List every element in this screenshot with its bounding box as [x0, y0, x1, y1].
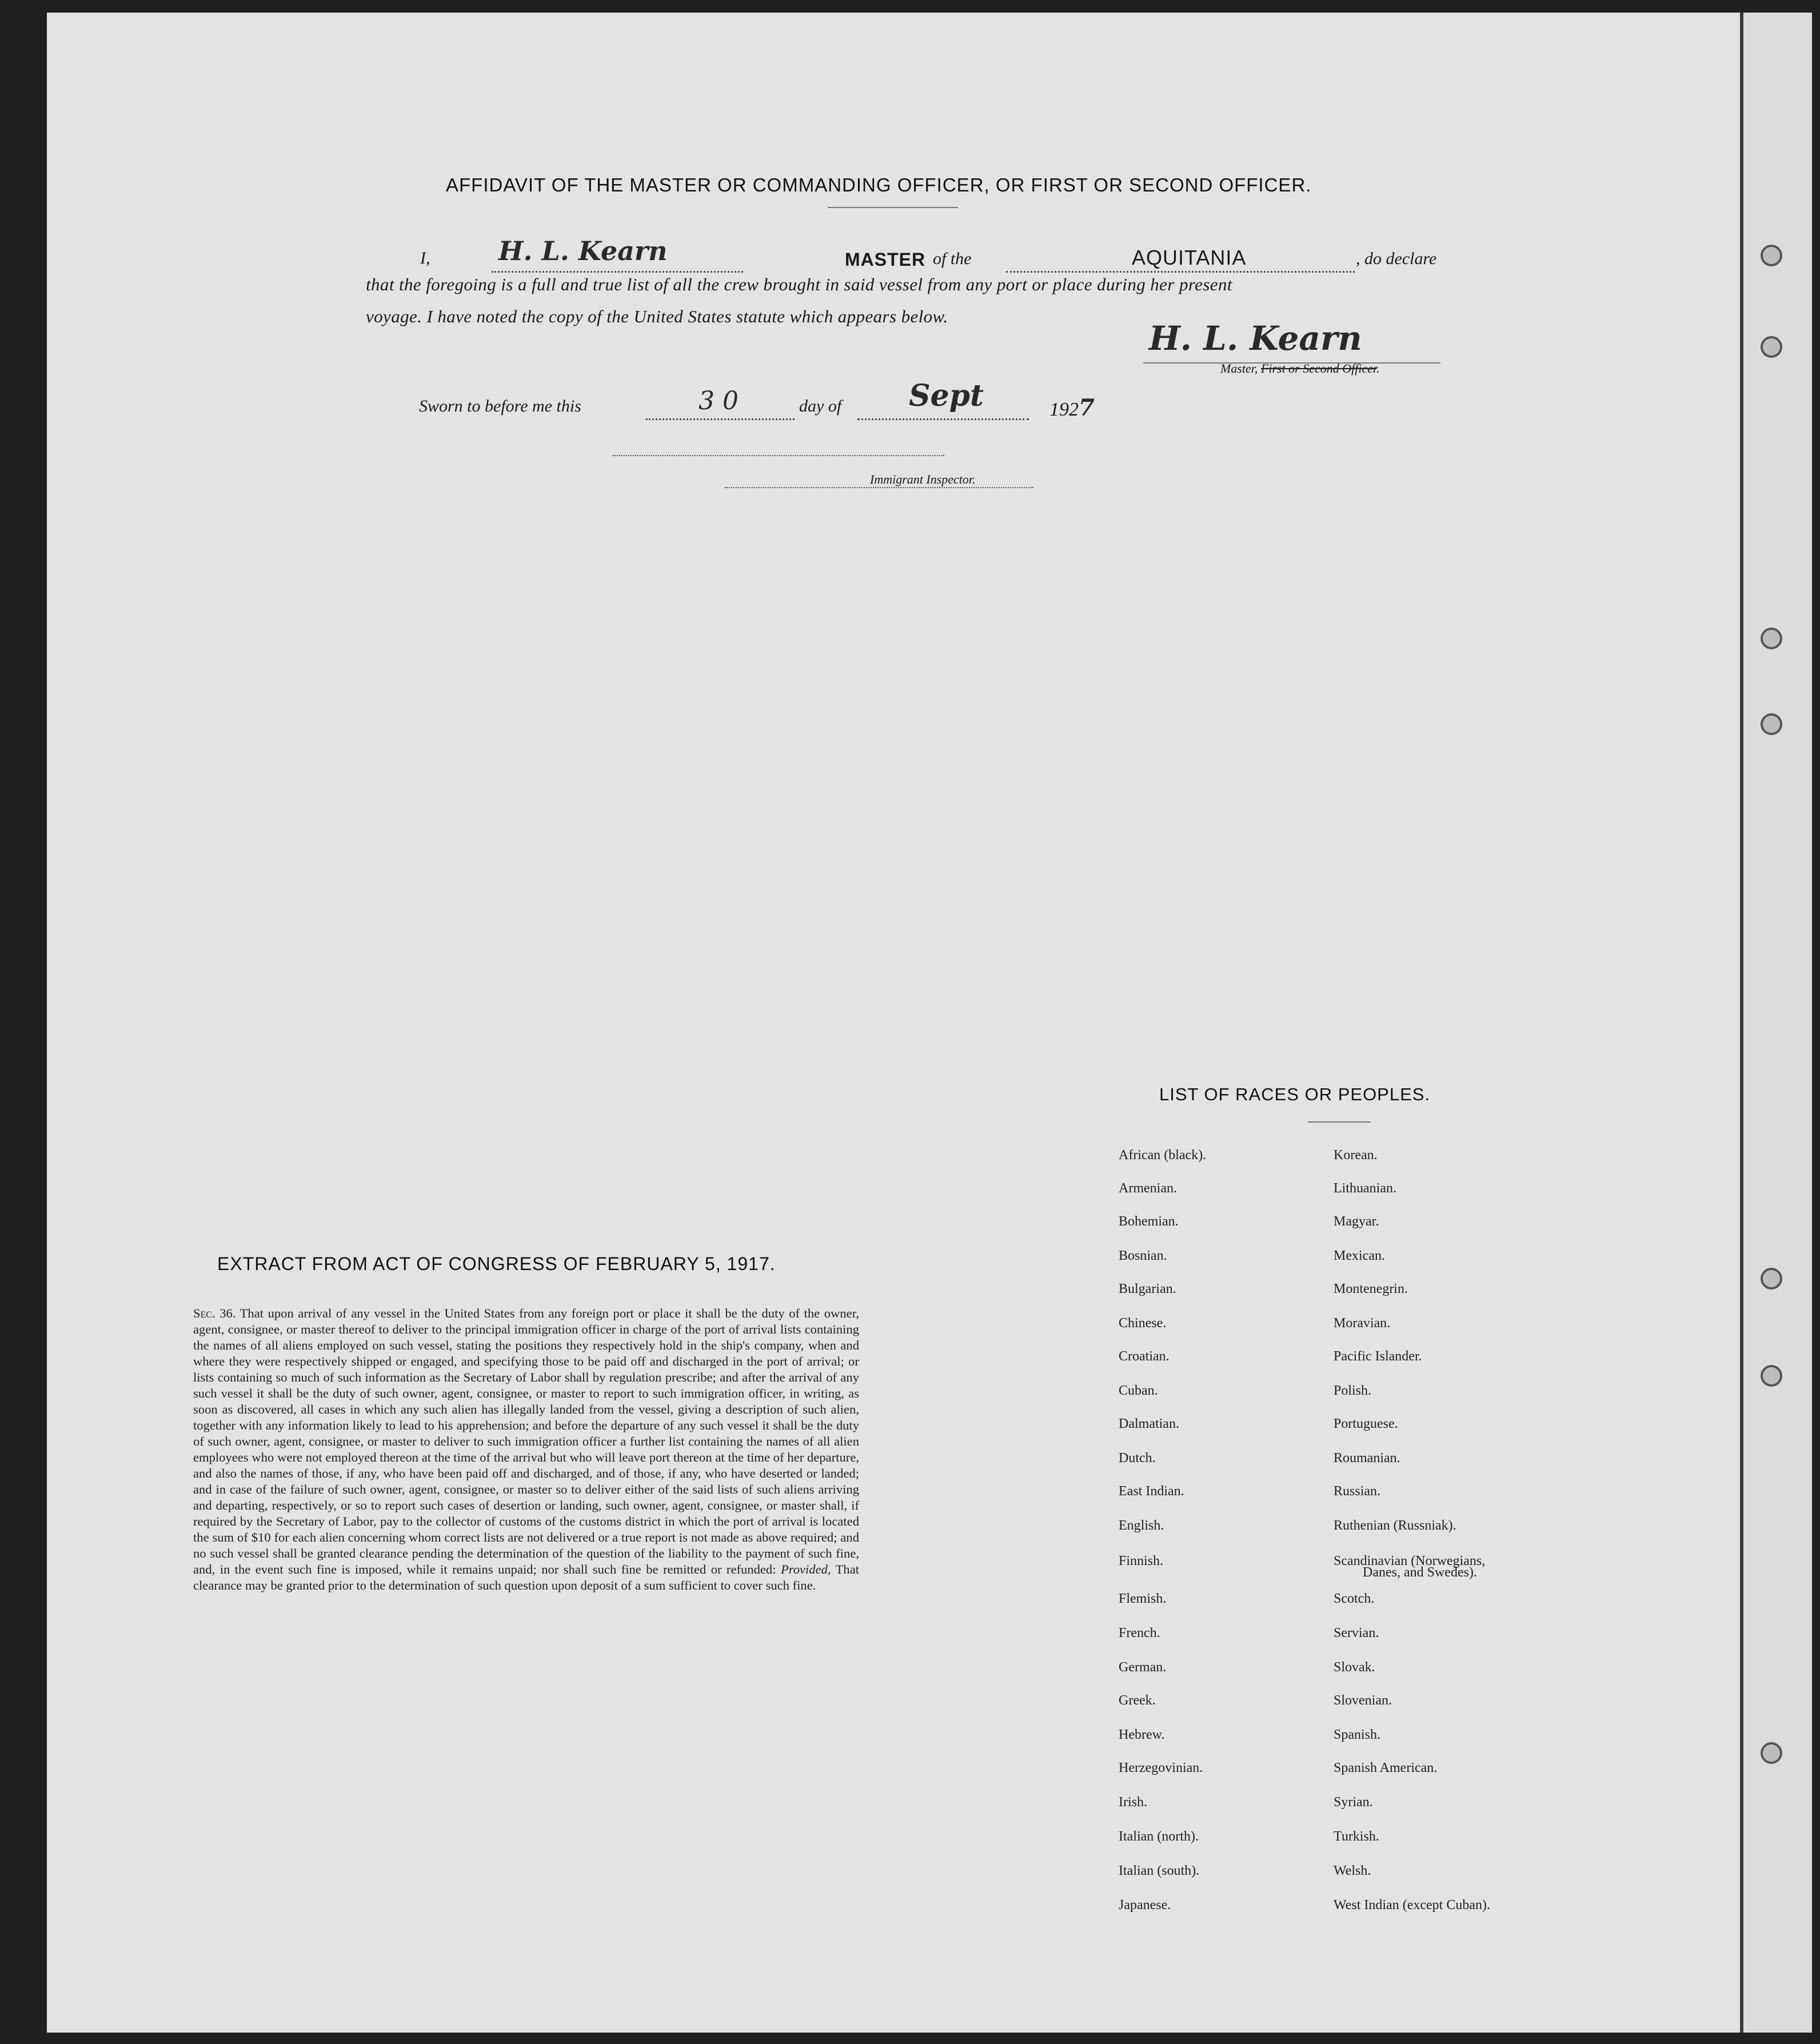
race-item: Spanish American. [1334, 1760, 1438, 1775]
race-item: Dalmatian. [1119, 1416, 1179, 1431]
sworn-year-prefix: 192 [1049, 399, 1079, 420]
race-item: Roumanian. [1334, 1451, 1400, 1466]
inspector-line-lower [725, 487, 1033, 488]
punch-hole [1761, 713, 1782, 735]
race-item: Portuguese. [1334, 1416, 1398, 1431]
punch-hole [1761, 1365, 1782, 1387]
race-item: Mexican. [1334, 1248, 1385, 1263]
affidavit-title: AFFIDAVIT OF THE MASTER OR COMMANDING OFFICER, OR FIRST OR SECOND OFFICER. [446, 174, 1312, 195]
vessel-name-line [1006, 271, 1355, 273]
binding-margin [1740, 13, 1812, 2033]
day-of-label: day of [799, 397, 842, 416]
officer-signature: H. L. Kearn [1149, 319, 1362, 358]
sworn-month-line [857, 418, 1029, 420]
master-signature: H. L. Kearn [498, 235, 668, 266]
race-item: Magyar. [1334, 1214, 1379, 1229]
extract-title: EXTRACT FROM ACT OF CONGRESS OF FEBRUARY 5, 1917. [217, 1253, 776, 1274]
race-item: Herzegovinian. [1119, 1760, 1203, 1775]
race-item: Polish. [1334, 1383, 1372, 1398]
race-item: German. [1119, 1660, 1167, 1675]
race-item: Hebrew. [1119, 1727, 1165, 1742]
sworn-day-line [646, 418, 795, 420]
affidavit-title-rule [828, 207, 958, 208]
race-item: Lithuanian. [1334, 1181, 1396, 1196]
race-item: Russian. [1334, 1484, 1381, 1499]
race-item: Syrian. [1334, 1795, 1373, 1810]
race-item: Bulgarian. [1119, 1282, 1176, 1296]
race-item: Slovenian. [1334, 1693, 1392, 1708]
master-label: MASTER [845, 249, 926, 270]
race-item: Slovak. [1334, 1660, 1375, 1675]
race-item: Welsh. [1334, 1863, 1371, 1878]
section-label: Sec. 36. [193, 1306, 236, 1320]
race-item: Ruthenian (Russniak). [1334, 1518, 1456, 1533]
race-item: Pacific Islander. [1334, 1349, 1422, 1364]
races-title: LIST OF RACES OR PEOPLES. [1159, 1084, 1431, 1104]
race-item: Greek. [1119, 1693, 1156, 1708]
race-item: Italian (north). [1119, 1829, 1199, 1844]
race-item: Turkish. [1334, 1829, 1379, 1844]
statute-text [193, 1306, 859, 1594]
declaration-line-1: that the foregoing is a full and true list of all the crew brought in said vessel from any port or place during her present [366, 274, 1232, 294]
race-item: Bohemian. [1119, 1214, 1179, 1229]
punch-hole [1761, 628, 1782, 649]
punch-hole [1761, 1268, 1782, 1290]
master-name-line [492, 271, 743, 273]
punch-hole [1761, 245, 1782, 266]
punch-hole [1761, 1742, 1782, 1764]
punch-hole [1761, 336, 1782, 358]
statute-body: That upon arrival of any vessel in the United States from any foreign port or place it shall be the duty of the owner, agent, consignee, or master thereof to deliver to the principal immigration officer in charge of the port of arrival lists containing the names of all aliens employed on such vessel, stating the positions they respectively hold in the ship's company, when and where they were respectively shipped or engaged, and specifying those to be paid off and discharged in the port of arrival; or lists containing so much of such information as the Secretary of Labor shall by regulation prescribe; and after the arrival of any such vessel it shall be the duty of such owner, agent, consignee, or master to report to such immigration officer, in writing, as soon as discovered, all cases in which any such alien has illegally landed from the vessel, giving a description of such alien, together with any information likely to lead to his apprehension; and before the departure of any such vessel it shall be the duty of such owner, agent, consignee, or master to deliver to such immigration officer a further list containing the names of all alien employees who were not employed thereon at the time of the arrival but who will leave port thereon at the time of her departure, and also the names of those, if any, who have been paid off and discharged, and of those, if any, who have deserted or landed; and in case of the failure of such owner, agent, consignee, or master so to deliver either of the said lists of such aliens arriving and departing, respectively, or so to report such cases of desertion or landing, such owner, agent, consignee, or master shall, if required by the Secretary of Labor, pay to the collector of customs of the customs district in which the port of arrival is located the sum of $10 for each alien concerning whom correct lists are not delivered or a true report is not made as above required; and no such vessel shall be granted clearance pending the determination of the question of the liability to the payment of such fine, and, in the event such fine is imposed, while it remains unpaid; nor shall such fine be remitted or refunded: [193, 1306, 859, 1576]
provided-label: Provided, [780, 1562, 831, 1576]
race-item: Armenian. [1119, 1181, 1177, 1196]
declarant-prefix: I, [420, 249, 430, 268]
sworn-year [1049, 394, 1095, 421]
race-item: Scandinavian (Norwegians, [1334, 1554, 1486, 1568]
sworn-month: Sept [909, 378, 984, 413]
race-item: English. [1119, 1518, 1164, 1533]
race-item: Finnish. [1119, 1554, 1164, 1568]
race-item: East Indian. [1119, 1484, 1184, 1499]
sworn-day: 30 [699, 386, 747, 416]
race-item: West Indian (except Cuban). [1334, 1898, 1490, 1913]
race-item: Dutch. [1119, 1451, 1156, 1466]
sworn-year-digit: 7 [1079, 394, 1095, 421]
statute-proviso: That clearance may be granted prior to the determination of such question upon deposit of a sum sufficient to cover such fine. [193, 1562, 859, 1592]
inspector-line-upper [613, 455, 944, 456]
race-item: Japanese. [1119, 1898, 1171, 1913]
race-item: Cuban. [1119, 1383, 1158, 1398]
race-item: French. [1119, 1626, 1160, 1640]
race-item: Italian (south). [1119, 1863, 1200, 1878]
race-item: Bosnian. [1119, 1248, 1167, 1263]
race-item: Croatian. [1119, 1349, 1170, 1364]
race-item: Montenegrin. [1334, 1282, 1408, 1296]
do-declare-label: , do declare [1356, 249, 1437, 268]
race-item-continuation: Danes, and Swedes). [1363, 1565, 1477, 1580]
caption-tail: . [1376, 361, 1380, 376]
race-item: Flemish. [1119, 1591, 1167, 1606]
race-item: Spanish. [1334, 1727, 1381, 1742]
race-item: Irish. [1119, 1795, 1147, 1810]
race-item: Moravian. [1334, 1316, 1391, 1331]
race-item: Chinese. [1119, 1316, 1167, 1331]
signature-caption [1220, 361, 1380, 376]
of-the-label: of the [933, 249, 972, 268]
declaration-line-2: voyage. I have noted the copy of the United States statute which appears below. [366, 306, 948, 326]
races-title-rule [1308, 1121, 1371, 1123]
caption-struck: First or Second Officer [1260, 361, 1377, 376]
inspector-caption: Immigrant Inspector. [870, 472, 976, 486]
race-item: African (black). [1119, 1148, 1207, 1163]
sworn-label: Sworn to before me this [419, 397, 581, 416]
race-item: Scotch. [1334, 1591, 1375, 1606]
race-item: Korean. [1334, 1148, 1378, 1163]
race-item: Servian. [1334, 1626, 1379, 1640]
vessel-name: AQUITANIA [1132, 246, 1247, 269]
caption-master: Master, [1220, 361, 1258, 376]
